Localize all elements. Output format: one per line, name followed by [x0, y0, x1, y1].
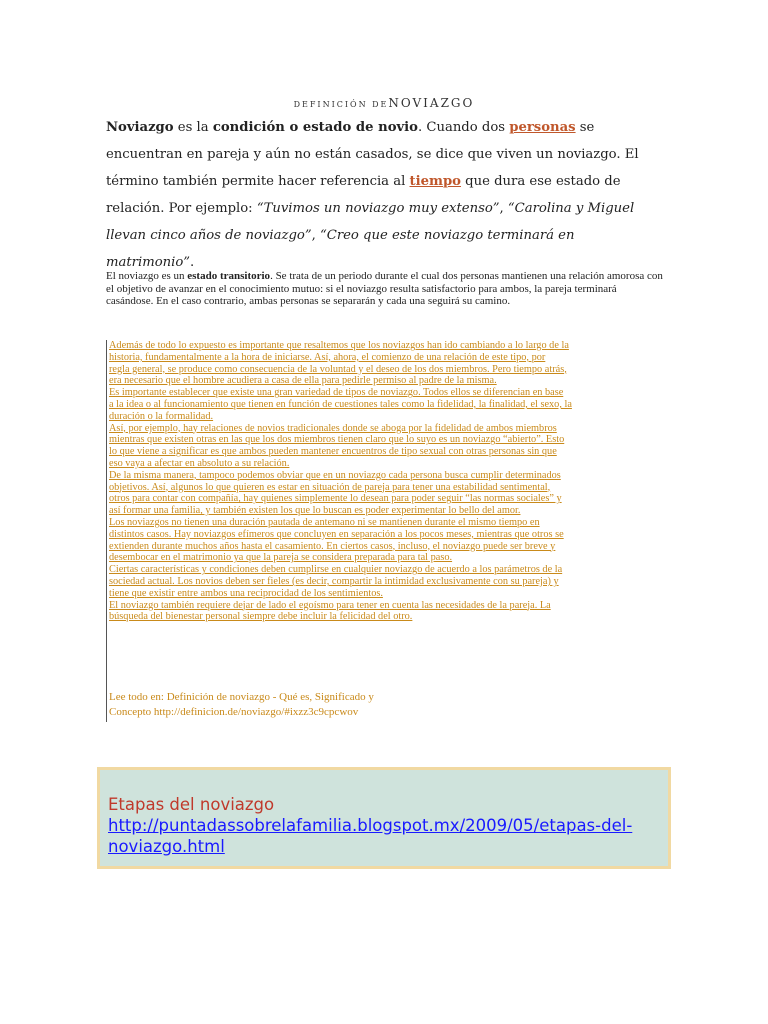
term-noviazgo: Noviazgo [106, 120, 174, 135]
orange-line[interactable]: otros para contar con compañía, hay quienes simplemente lo desean para poder seguir “las normas sociales” y [109, 493, 562, 505]
orange-line[interactable]: El noviazgo también requiere dejar de lado el egoísmo para tener en cuenta las necesidades de la pareja. La [109, 599, 551, 611]
orange-line[interactable]: Además de todo lo expuesto es importante que resaltemos que los noviazgos han ido cambiando a lo largo de la [109, 340, 569, 351]
source-line-2[interactable]: Concepto http://definicion.de/noviazgo/#ixzz3c9cpcwov [109, 706, 359, 718]
term-estado-transitorio: estado transitorio [187, 270, 271, 282]
heading-word: NOVIAZGO [388, 96, 475, 110]
orange-line[interactable]: eso vaya a afectar en absoluto a su relación. [109, 457, 290, 469]
term-condicion: condición o estado de novio [212, 120, 418, 135]
orange-line[interactable]: distintos casos. Hay noviazgos efímeros que concluyen en separación a los pocos meses, mientras que otros se [109, 528, 564, 540]
orange-line[interactable]: sociedad actual. Los novios deben ser fieles (es decir, compartir la intimidad exclusivamente con su pareja) y [109, 575, 559, 587]
orange-line[interactable]: extienden durante muchos años hasta el casamiento. En ciertos casos, incluso, el noviazgo puede ser breve y [109, 540, 556, 552]
link-personas[interactable]: personas [509, 120, 576, 135]
orange-line[interactable]: era necesario que el hombre acudiera a casa de ella para pedirle permiso al padre de la misma. [109, 375, 497, 387]
orange-line[interactable]: así formar una familia, y también existen los que lo buscan es poder experimentar lo bello del amor. [109, 505, 521, 517]
orange-line[interactable]: a la idea o al funcionamiento que tienen en función de cuestiones tales como la fidelidad, la finalidad, el sexo, la [109, 398, 572, 410]
orange-line[interactable]: desembocar en el matrimonio ya que la pareja se considera preparada para tal paso. [109, 552, 453, 564]
intro-paragraph: Noviazgo es la condición o estado de novio. Cuando dos personas se encuentran en pareja y aún no están casados, se dice que viven un noviazgo. El término también permite hacer referencia al tiempo que dura ese estado de relación. Por ejemplo: “Tuvimos un noviazgo muy extenso”, “Carolina y Miguel llevan cinco años de noviazgo”, “Creo que este noviazgo terminará en matrimonio”. [106, 120, 639, 270]
etapas-box-content [108, 794, 632, 857]
orange-link-block [106, 340, 667, 722]
orange-line[interactable]: búsqueda del bienestar personal siempre debe incluir la felicidad del otro. [109, 611, 413, 623]
orange-line[interactable]: objetivos. Así, algunos lo que quieren es estar en situación de pareja para tener una estabilidad sentimental, [109, 481, 551, 493]
second-paragraph: El noviazgo es un estado transitorio. Se trata de un periodo durante el cual dos personas mantienen una relación amorosa con el objetivo de avanzar en el conocimiento mutuo: si el noviazgo resulta satisfactorio para ambos, la pareja terminará casándose. En el caso contrario, ambas personas se separarán y cada una seguirá su camino. [106, 270, 663, 307]
source-note [109, 690, 374, 720]
etapas-box [97, 767, 671, 869]
page-heading [0, 92, 768, 111]
orange-line[interactable]: tiene que existir entre ambos una reciprocidad de los sentimientos. [109, 587, 383, 599]
orange-line[interactable]: historia, fundamentalmente a la hora de iniciarse. Así, ahora, el comienzo de una relación de este tipo, por [109, 351, 546, 363]
orange-line[interactable]: Así, por ejemplo, hay relaciones de novios tradicionales donde se aboga por la fidelidad de ambos miembros [109, 422, 557, 434]
source-line-1[interactable]: Lee todo en: Definición de noviazgo - Qué es, Significado y [109, 691, 374, 703]
link-tiempo[interactable]: tiempo [409, 174, 461, 189]
heading-prefix: DEFINICIÓN DE [293, 100, 389, 109]
orange-line[interactable]: De la misma manera, tampoco podemos obviar que en un noviazgo cada persona busca cumplir determinados [109, 469, 561, 481]
orange-line[interactable]: Los noviazgos no tienen una duración pautada de antemano ni se mantienen durante el mismo tiempo en [109, 516, 540, 528]
orange-line[interactable]: mientras que existen otras en las que los dos miembros tienen claro que lo suyo es un noviazgo “abierto”. Esto [109, 434, 565, 446]
orange-line[interactable]: Ciertas características y condiciones deben cumplirse en cualquier noviazgo de acuerdo a los parámetros de la [109, 564, 563, 576]
orange-line[interactable]: lo que viene a significar es que ambos pueden mantener encuentros de tipo sexual con otras personas sin que [109, 446, 557, 458]
orange-line[interactable]: regla general, se produce como consecuencia de la voluntad y el deseo de los dos miembros. Pero tiempo atrás, [109, 363, 567, 375]
etapas-title: Etapas del noviazgo [108, 795, 275, 814]
orange-line[interactable]: Es importante establecer que existe una gran variedad de tipos de noviazgo. Todos ellos se diferencian en base [109, 387, 564, 399]
etapas-url-line-1[interactable]: http://puntadassobrelafamilia.blogspot.mx/2009/05/etapas-del- [108, 816, 633, 835]
etapas-url-line-2[interactable]: noviazgo.html [108, 837, 225, 856]
orange-line[interactable]: duración o la formalidad. [109, 410, 214, 422]
